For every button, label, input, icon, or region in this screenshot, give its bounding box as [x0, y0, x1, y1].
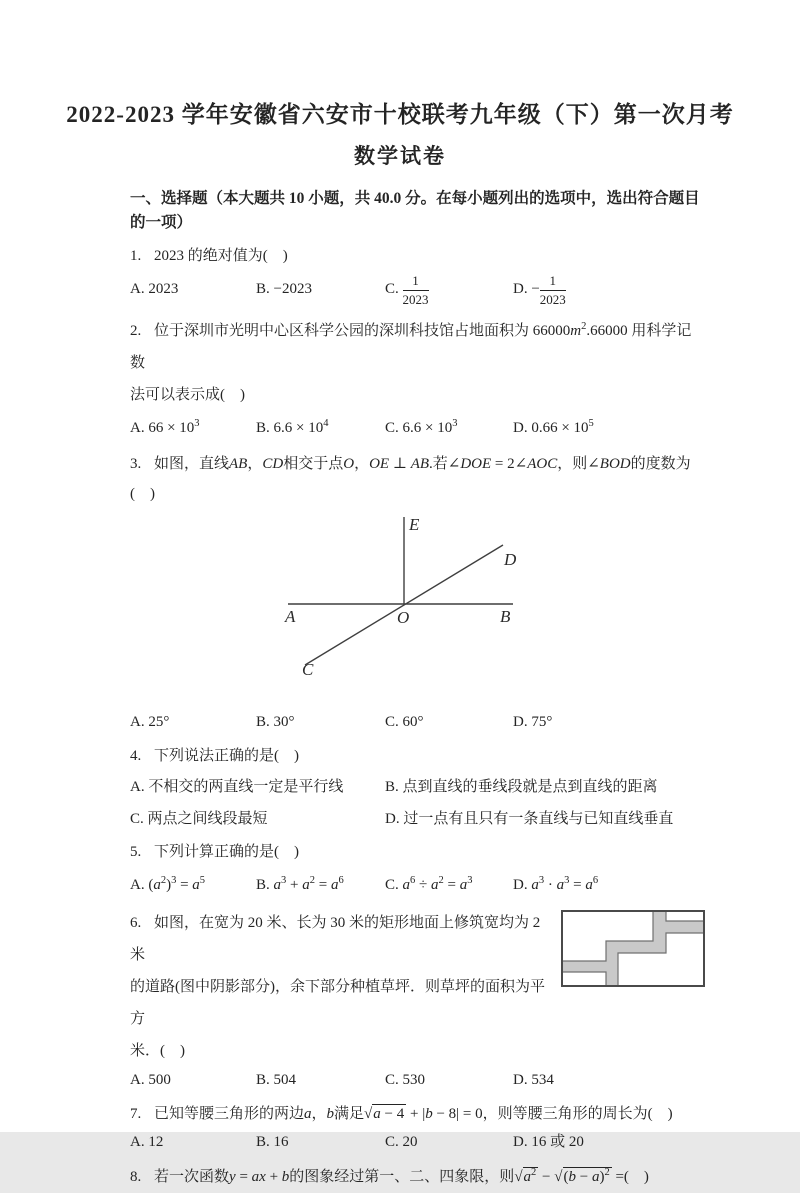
question-4-option-b: B. 点到直线的垂线段就是点到直线的距离: [385, 779, 658, 795]
question-7-options: [130, 1129, 705, 1155]
question-3-option-d: D. 75°: [513, 714, 553, 730]
question-7-body: 已知等腰三角形的两边a，b满足√a − 4 + |b − 8| = 0，则等腰三角形的周长为( ): [154, 1106, 673, 1122]
question-7-option-a: A. 12: [130, 1134, 164, 1150]
question-6-number: 6.: [130, 915, 142, 931]
question-5-option-a: A. $(a^2)^3 = a^5$: [130, 875, 206, 893]
question-5-text: [130, 837, 705, 867]
question-5-options: [130, 867, 705, 899]
point-label-O: O: [397, 608, 410, 627]
question-2-number: 2.: [130, 323, 142, 339]
question-6-option-a: A. 500: [130, 1072, 171, 1088]
point-label-A: A: [285, 607, 296, 626]
question-7-option-c: C. 20: [385, 1134, 418, 1150]
point-label-B: B: [500, 607, 511, 626]
section-heading: 一、选择题（本大题共 10 小题，共 40.0 分。在每小题列出的选项中，选出符合题目的一项）: [130, 190, 700, 231]
q3-geometry-figure: [258, 509, 568, 699]
question-5-option-c: C. $a^6 \div a^2 = a^3$: [385, 875, 473, 893]
q6-road-figure: [561, 910, 705, 988]
question-2: [130, 311, 705, 441]
question-4: [130, 741, 705, 835]
question-8: [130, 1157, 705, 1193]
question-7-number: 7.: [130, 1106, 142, 1122]
question-3-option-a: A. 25°: [130, 714, 170, 730]
question-4-body: 下列说法正确的是( ): [154, 748, 299, 764]
question-6-option-d: D. 534: [513, 1072, 554, 1088]
question-5: [130, 837, 705, 899]
exam-title-line2: 数学试卷: [354, 144, 446, 168]
question-2-option-b: B. $6.6 \times 10^4$: [256, 418, 329, 436]
question-4-options-row2: [130, 803, 705, 835]
question-7-option-d: D. 16 或 20: [513, 1134, 584, 1150]
point-label-E: E: [409, 515, 420, 534]
question-4-option-d: D. 过一点有且只有一条直线与已知直线垂直: [385, 811, 674, 827]
question-1-option-b: B. −2023: [256, 281, 312, 297]
question-6-body: 如图，在宽为 20 米、长为 30 米的矩形地面上修筑宽均为 2 米 的道路(图中阴影部分)，余下部分种植草坪．则草坪的面积为平方 米．( ): [130, 915, 545, 1059]
exam-title-line1: 2022-2023 学年安徽省六安市十校联考九年级（下）第一次月考: [66, 102, 734, 127]
question-8-text: [130, 1157, 705, 1193]
question-3-option-c: C. 60°: [385, 714, 424, 730]
question-1-text: [130, 241, 705, 271]
question-2-text: [130, 311, 705, 411]
question-3-number: 3.: [130, 456, 142, 472]
question-4-number: 4.: [130, 748, 142, 764]
question-3-body: 如图，直线AB，CD相交于点O，OE ⊥ AB.若∠DOE = 2∠AOC，则∠BOD的度数为( ): [130, 456, 691, 502]
question-5-option-d: D. $a^3 \cdot a^3 = a^6$: [513, 875, 599, 893]
question-2-options: [130, 411, 705, 441]
question-5-number: 5.: [130, 844, 142, 860]
question-5-body: 下列计算正确的是( ): [154, 844, 299, 860]
point-label-C: C: [302, 660, 314, 679]
question-4-option-a: A. 不相交的两直线一定是平行线: [130, 779, 344, 795]
point-label-D: D: [504, 550, 517, 569]
question-6-option-c: C. 530: [385, 1072, 426, 1088]
question-1: [130, 241, 705, 307]
question-1-option-d: D. − $\frac{1}{2023}$: [513, 273, 566, 307]
question-7-text: [130, 1099, 705, 1129]
question-7: [130, 1099, 705, 1155]
question-4-options-row1: [130, 771, 705, 803]
question-6-option-b: B. 504: [256, 1072, 297, 1088]
question-1-option-a: A. 2023: [130, 281, 179, 297]
question-2-body: 位于深圳市光明中心区科学公园的深圳科技馆占地面积为 $66000m^2.66000$ 用科学记数 法可以表示成( ): [130, 321, 692, 403]
question-5-option-b: B. $a^3 + a^2 = a^6$: [256, 875, 344, 893]
question-4-option-c: C. 两点之间线段最短: [130, 811, 268, 827]
question-2-option-a: A. $66 \times 10^3$: [130, 418, 200, 436]
question-3: [130, 449, 705, 735]
question-6: [130, 907, 705, 1093]
question-6-options: [130, 1067, 705, 1093]
question-2-option-c: C. $6.6 \times 10^3$: [385, 418, 458, 436]
question-7-option-b: B. 16: [256, 1134, 289, 1150]
shaded-road-path: [562, 911, 704, 986]
question-1-body: 2023 的绝对值为( ): [154, 248, 288, 264]
question-1-options: [130, 271, 705, 307]
question-8-body: 若一次函数y = ax + b的图象经过第一、二、四象限，则$√a^2 - √(b - a)^2$ =( ): [154, 1167, 649, 1185]
question-1-option-c: C. $\frac{1}{2023}$: [385, 273, 429, 307]
question-3-options: [130, 709, 705, 735]
question-2-option-d: D. $0.66 \times 10^5$: [513, 418, 594, 436]
question-1-number: 1.: [130, 248, 142, 264]
question-3-text: [130, 449, 705, 509]
question-4-text: [130, 741, 705, 771]
exam-body: [130, 187, 705, 1193]
question-8-number: 8.: [130, 1169, 142, 1185]
question-3-option-b: B. 30°: [256, 714, 295, 730]
